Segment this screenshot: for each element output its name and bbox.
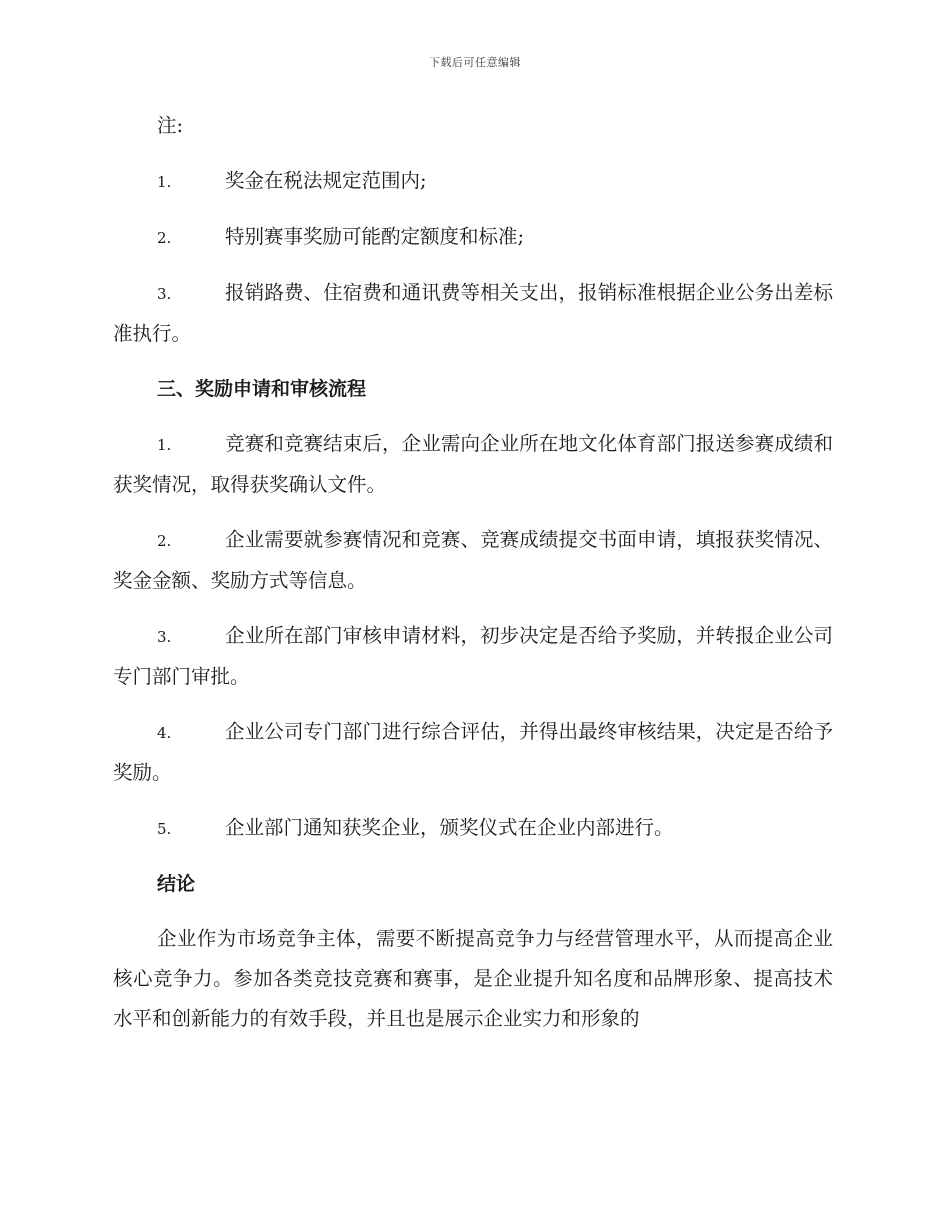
list-text: 报销路费、住宿费和通讯费等相关支出，报销标准根据企业公务出差标准执行。: [113, 281, 833, 345]
list-text: 奖金在税法规定范围内;: [225, 169, 427, 192]
notes-label: 注:: [157, 114, 184, 137]
list-text: 特别赛事奖励可能酌定额度和标准;: [225, 225, 525, 248]
list-text: 企业需要就参赛情况和竞赛、竞赛成绩提交书面申请，填报获奖情况、奖金金额、奖励方式等信息。: [113, 528, 833, 592]
section-heading: 三、奖励申请和审核流程: [157, 378, 367, 400]
process-item: [113, 808, 833, 849]
list-text: 企业公司专门部门进行综合评估，并得出最终审核结果，决定是否给予奖励。: [113, 720, 833, 784]
list-number: 1.: [157, 173, 172, 191]
list-text: 企业所在部门审核申请材料，初步决定是否给予奖励，并转报企业公司专门部门审批。: [113, 624, 833, 688]
process-item: [113, 520, 833, 601]
list-number: 5.: [157, 820, 172, 838]
list-number: 3.: [157, 628, 172, 646]
process-item: [113, 424, 833, 505]
conclusion-paragraph: 企业作为市场竞争主体，需要不断提高竞争力与经营管理水平，从而提高企业核心竞争力。参加各类竞技竞赛和赛事，是企业提升知名度和品牌形象、提高技术水平和创新能力的有效手段，并且也是展示企业实力和形象的: [113, 927, 833, 1030]
list-number: 3.: [157, 285, 172, 303]
list-number: 2.: [157, 229, 172, 247]
list-number: 4.: [157, 724, 172, 742]
note-item: [113, 161, 833, 202]
note-item: [113, 217, 833, 258]
process-item: [113, 712, 833, 793]
conclusion-heading: 结论: [157, 873, 196, 895]
list-text: 企业部门通知获奖企业，颁奖仪式在企业内部进行。: [225, 816, 674, 839]
list-number: 1.: [157, 436, 172, 454]
list-number: 2.: [157, 532, 172, 550]
document-body: [113, 106, 833, 1054]
list-text: 竞赛和竞赛结束后，企业需向企业所在地文化体育部门报送参赛成绩和获奖情况，取得获奖确认文件。: [113, 432, 833, 496]
header-note: 下载后可任意编辑: [429, 56, 521, 69]
process-item: [113, 616, 833, 697]
note-item: [113, 273, 833, 354]
